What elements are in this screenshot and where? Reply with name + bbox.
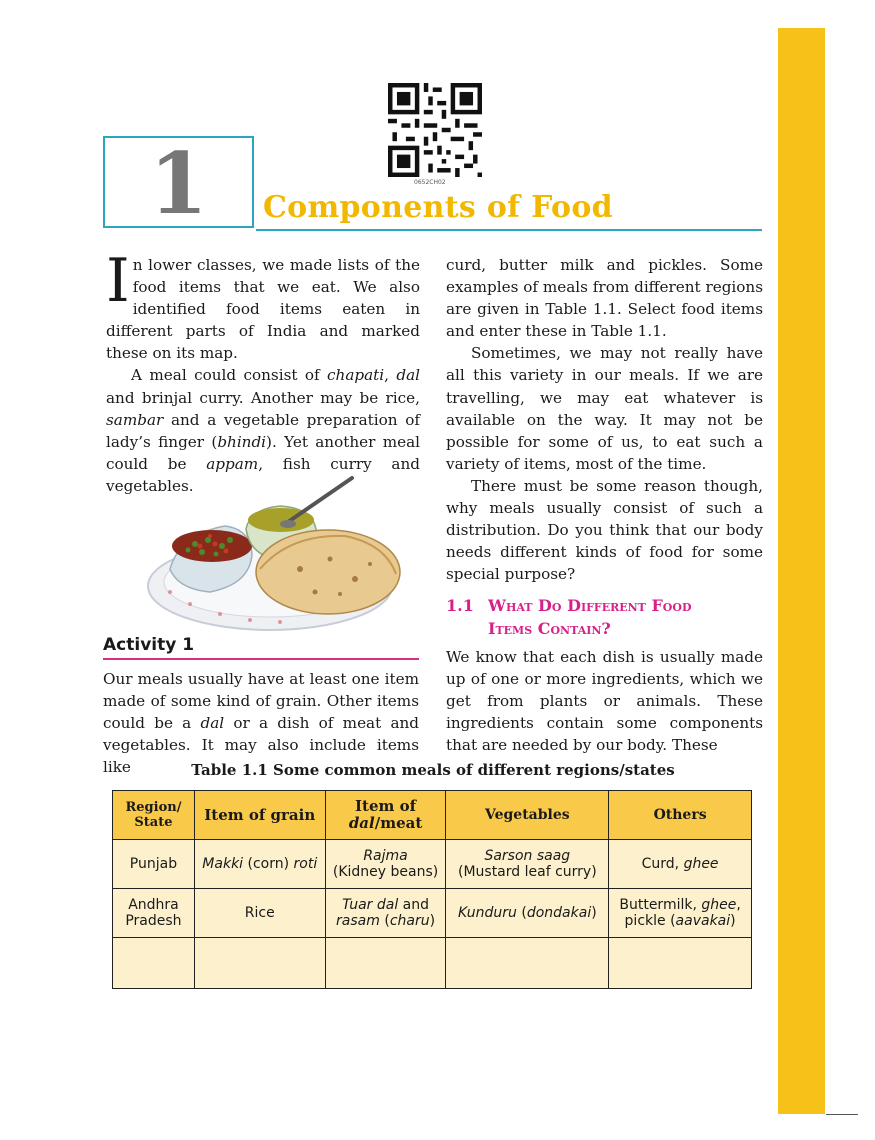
header-region-line2: State [134, 815, 173, 830]
text-run: (corn) [243, 856, 294, 872]
text-run: ). Yet another meal could be [106, 432, 420, 473]
right-column-bottom [446, 646, 763, 756]
text-run: and brinjal curry. Another may be rice, [106, 388, 420, 407]
text-run: , [384, 366, 397, 385]
header-dal [325, 791, 446, 840]
header-dal-rest: /meat [374, 814, 423, 832]
page-corner-rule [826, 1114, 858, 1115]
intro-paragraph [106, 246, 420, 364]
table-caption: Table 1.1 Some common meals of different regions/states [191, 761, 675, 779]
header-dal-line2 [329, 815, 443, 832]
italic-term: appam [206, 454, 259, 473]
italic-term: dal [200, 714, 225, 733]
cell-region-text: Andhra Pradesh [125, 897, 182, 929]
text-run: ( [379, 913, 390, 929]
right-paragraph-1: curd, butter milk and pickles. Some examples of meals from different regions are given in Table 1.1. Select food items and enter these in Table 1.1. [446, 256, 763, 341]
italic-term: chapati [327, 366, 385, 385]
italic-term: ghee [701, 897, 737, 913]
header-dal-italic: dal [348, 814, 375, 832]
header-region [113, 791, 195, 840]
text-run: and [402, 897, 430, 913]
cell-empty[interactable] [113, 938, 195, 989]
side-color-band [778, 28, 825, 1114]
italic-term: Sarson saag [484, 848, 571, 864]
table-row-empty [113, 938, 752, 989]
text-run: ) [591, 905, 597, 921]
text-run: Our meals usually have at least one item made of some kind of grain. Other items could be a [103, 670, 419, 733]
italic-term: aavakai [675, 913, 731, 929]
chapter-number-box [103, 134, 254, 233]
italic-term: Tuar dal [342, 897, 399, 913]
italic-term: ghee [683, 856, 719, 872]
text-run: Curd, [641, 856, 684, 872]
italic-term: rasam [336, 913, 380, 929]
italic-term: Rajma [363, 848, 408, 864]
meal-plate-illustration [140, 474, 410, 634]
text-run: Rice [244, 905, 275, 921]
section-title-line2: Items Contain? [488, 619, 611, 638]
cell-empty[interactable] [446, 938, 609, 989]
drop-cap: I [106, 246, 130, 316]
text-run: ( [516, 905, 527, 921]
header-dal-line1: Item of [355, 797, 417, 815]
header-grain: Item of grain [194, 791, 325, 840]
header-vegetables: Vegetables [446, 791, 609, 840]
chapter-title: Components of Food [263, 190, 613, 225]
cell-others [609, 840, 752, 889]
cell-grain [194, 840, 325, 889]
section-heading [446, 594, 766, 640]
table-row [113, 840, 752, 889]
italic-term: sambar [106, 410, 164, 429]
text-run: ) [730, 913, 736, 929]
intro-text: n lower classes, we made lists of the food items that we eat. We also identified food items eaten in different parts of India and marked these on its map. [106, 256, 420, 363]
italic-term: charu [389, 913, 430, 929]
cell-vegetables [446, 889, 609, 938]
italic-term: roti [293, 856, 318, 872]
italic-term: Kunduru [457, 905, 517, 921]
table-header-row [113, 791, 752, 840]
text-run: , fish curry and vegetables. [106, 454, 420, 495]
section-number: 1.1 [446, 596, 474, 615]
activity-underline [103, 658, 419, 660]
chapter-number: 1 [149, 134, 208, 233]
text-run: and a vegetable preparation of lady’s finger ( [106, 410, 420, 451]
header-region-line1: Region/ [125, 800, 182, 815]
cell-dal [325, 889, 446, 938]
cell-grain [194, 889, 325, 938]
qr-code-icon [388, 83, 482, 177]
cell-empty[interactable] [194, 938, 325, 989]
cell-region [113, 889, 195, 938]
italic-term: bhindi [217, 432, 267, 451]
title-underline [256, 229, 762, 231]
italic-term: dondakai [526, 905, 592, 921]
qr-code-label: 0652CH02 [414, 179, 446, 186]
text-run: ) [429, 913, 436, 929]
italic-term: dal [396, 366, 420, 385]
cell-dal [325, 840, 446, 889]
text-run: (Kidney beans) [332, 864, 439, 880]
cell-region [113, 840, 195, 889]
cell-region-text: Punjab [129, 856, 178, 872]
right-paragraph-4: We know that each dish is usually made up of one or more ingredients, which we get from plants or animals. These ingredients contain some components that are needed by our body. These [446, 648, 763, 755]
right-paragraph-2: Sometimes, we may not really have all this variety in our meals. If we are travelling, we may eat whatever is available on the way. It may not be possible for some of us, to eat such a variety of items, most of the time. [446, 344, 763, 473]
header-others: Others [609, 791, 752, 840]
text-run: or a dish of meat and vegetables. It may also include items like [103, 714, 420, 777]
text-run: , pickle ( [624, 897, 741, 929]
cell-others [609, 889, 752, 938]
left-column-text [106, 246, 420, 497]
table-row [113, 889, 752, 938]
italic-term: Makki [202, 856, 244, 872]
text-run: Buttermilk, [619, 897, 702, 913]
right-paragraph-3: There must be some reason though, why meals usually consist of such a distribution. Do you think that our body needs different kinds of food for some special purpose? [446, 476, 763, 584]
text-run: (Mustard leaf curry) [457, 864, 597, 880]
section-title-line1: What Do Different Food [488, 596, 692, 615]
text-run: A meal could consist of [131, 366, 328, 385]
cell-empty[interactable] [325, 938, 446, 989]
cell-vegetables [446, 840, 609, 889]
cell-empty[interactable] [609, 938, 752, 989]
activity-title: Activity 1 [103, 635, 195, 655]
meals-table [112, 790, 752, 989]
right-column-text [446, 254, 763, 585]
